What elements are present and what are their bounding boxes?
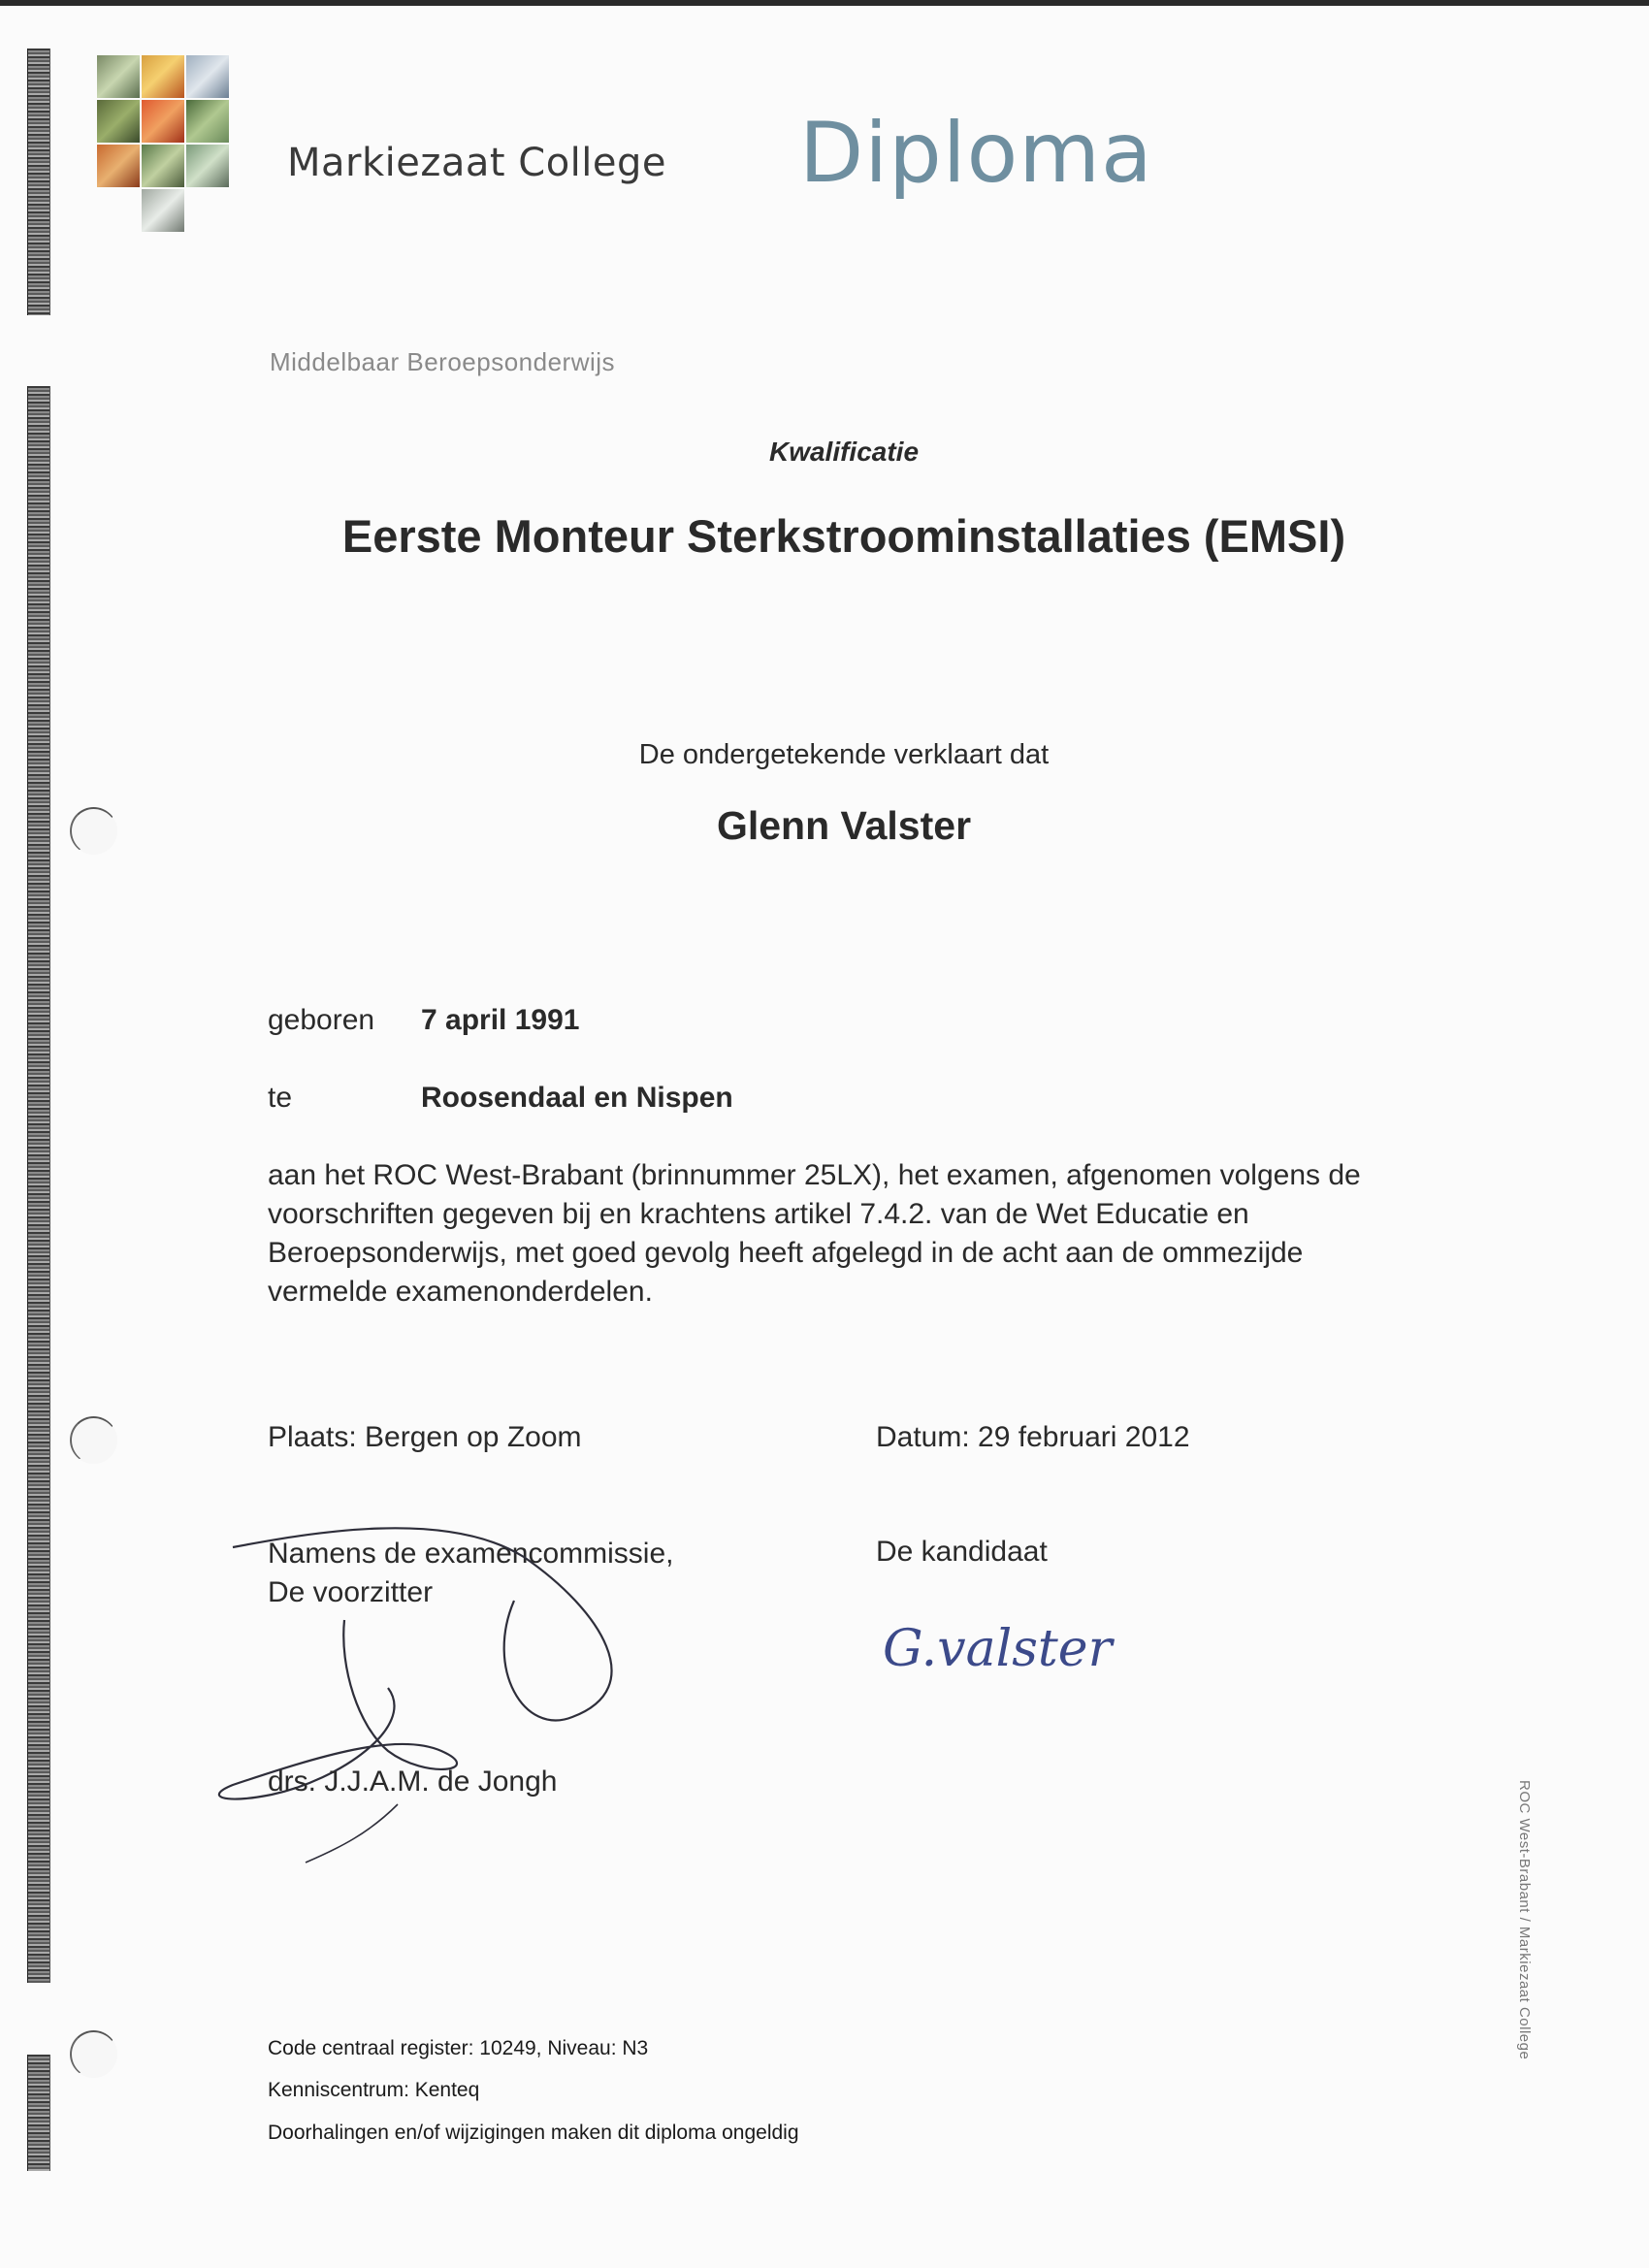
birthplace: Roosendaal en Nispen [421, 1082, 733, 1114]
chair-title: De voorzitter [268, 1576, 434, 1608]
born-label: geboren [268, 1004, 375, 1036]
body-line: aan het ROC West-Brabant (brinnummer 25LX), het examen, afgenomen volgens de [268, 1159, 1361, 1191]
validity-warning: Doorhalingen en/of wijzigingen maken dit diploma ongeldig [268, 2122, 799, 2144]
knowledge-center: Kenniscentrum: Kenteq [268, 2079, 480, 2101]
birthplace-label: te [268, 1082, 293, 1114]
side-printer-note: ROC West-Brabant / Markiezaat College [1516, 1780, 1533, 2060]
declaration-body [268, 1156, 1412, 1312]
education-type-subtitle: Middelbaar Beroepsonderwijs [270, 347, 616, 376]
chair-signature-mark [194, 1513, 679, 1872]
chair-name: drs. J.J.A.M. de Jongh [268, 1766, 558, 1798]
date-of-issue: Datum: 29 februari 2012 [876, 1421, 1190, 1453]
birth-date: 7 april 1991 [421, 1004, 580, 1036]
candidate-signature-label: De kandidaat [876, 1536, 1048, 1568]
candidate-name: Glenn Valster [716, 803, 972, 848]
body-line: vermelde examenonderdelen. [268, 1276, 653, 1308]
qualification-name: Eerste Monteur Sterkstroominstallaties (EMSI) [341, 510, 1346, 562]
body-line: Beroepsonderwijs, met goed gevolg heeft afgelegd in de acht aan de ommezijde [268, 1237, 1304, 1269]
document-title: Diploma [799, 105, 1153, 202]
college-logo [95, 53, 289, 243]
place-of-issue: Plaats: Bergen op Zoom [268, 1421, 582, 1453]
candidate-signature: G.valster [883, 1620, 1113, 1678]
binding-strip-top [27, 49, 50, 315]
binding-strip-middle [27, 386, 50, 1983]
scan-top-edge [0, 0, 1649, 6]
punch-hole [70, 1416, 117, 1464]
committee-line: Namens de examencommissie, [268, 1538, 674, 1570]
declaration-intro: De ondergetekende verklaart dat [638, 739, 1050, 770]
punch-hole [70, 2030, 117, 2078]
qualification-label: Kwalificatie [768, 437, 920, 467]
body-line: voorschriften gegeven bij en krachtens artikel 7.4.2. van de Wet Educatie en [268, 1198, 1249, 1230]
binding-strip-bottom [27, 2055, 50, 2171]
college-name: Markiezaat College [287, 141, 667, 185]
register-code: Code centraal register: 10249, Niveau: N3 [268, 2037, 649, 2059]
